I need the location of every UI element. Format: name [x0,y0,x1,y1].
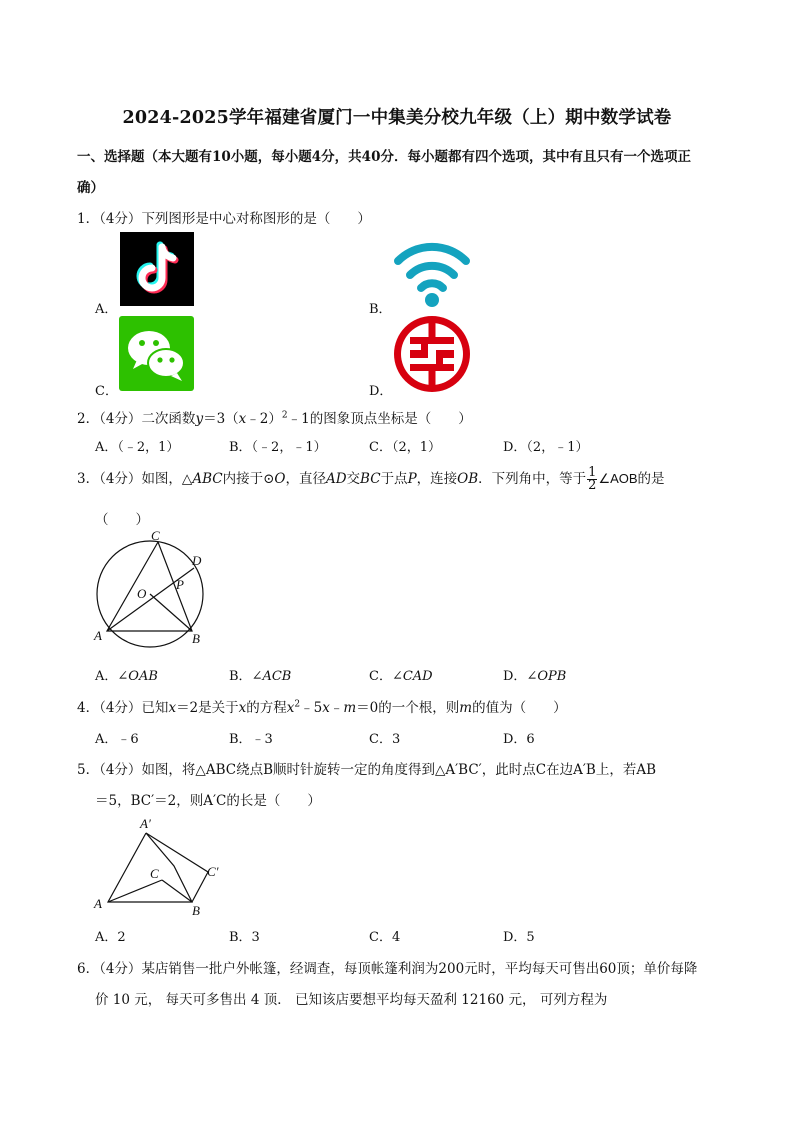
option-angle: ∠OAB [117,669,158,684]
question-number: 1．（4分） [77,211,142,227]
option-label: A． [95,669,118,684]
question-6 [77,957,697,977]
var-m: m [459,700,473,716]
var-m: m [343,700,357,716]
label-c-prime: C′ [207,864,219,879]
var-x: x [238,700,247,716]
question-text: 的方程 [246,700,287,716]
question-number: 5．（4分） [77,762,142,778]
question-3 [77,467,665,492]
var-p: P [407,471,417,487]
var-x: x [168,700,177,716]
question-number: 4．（4分） [77,700,142,716]
question-text: 的值为（ ） [472,700,567,716]
circle-figure [88,528,218,648]
question-text: ，连接 [416,471,458,487]
option-a: A．﹣6 [95,732,139,747]
question-text: 内接于⊙ [222,471,275,487]
question-text: 二次函数 [141,411,196,427]
option-label: B． [229,669,252,684]
label-c: C [150,866,159,881]
option-c: C．4 [369,930,401,945]
angle-aob: ∠AOB [598,471,638,486]
option-label: A． [95,302,118,317]
icbc-logo-icon [393,315,471,393]
var-o: O [274,471,286,487]
question-5 [77,758,656,778]
question-1 [77,207,371,227]
label-c: C [151,528,160,543]
option-a [95,665,158,684]
label-a: A [94,896,102,911]
option-angle: ∠CAD [391,669,433,684]
section-header: 一、选择题（本大题有10小题，每小题4分，共40分．每小题都有四个选项，其中有且只有一个选项正 [77,149,691,165]
var-bc: BC [360,471,381,487]
wifi-icon [392,235,472,309]
page-title: 2024-2025学年福建省厦门一中集美分校九年级（上）期中数学试卷 [122,108,672,128]
label-b: B [192,903,200,918]
question-text: 下列图形是中心对称图形的是（ ） [141,211,371,227]
option-a: A．（﹣2，1） [95,440,180,455]
var-ad: AD [325,471,347,487]
var-x: x [238,411,247,427]
option-label: C． [95,384,118,399]
question-text: 交 [346,471,361,487]
option-label: D． [503,669,527,684]
option-angle: ∠ACB [251,669,292,684]
option-a: A．2 [95,930,126,945]
var-abc: ABC [192,471,223,487]
question-5-cont: ＝5，BC′＝2，则A′C的长是（ ） [95,793,321,809]
option-c: C．（2，1） [369,440,441,455]
question-text: ＝2是关于 [176,700,239,716]
tiktok-logo-icon [120,232,194,306]
option-label: B． [369,302,392,317]
var-x: x [286,700,295,716]
question-text: 已知 [141,700,169,716]
question-6-cont: 价 10 元， 每天可多售出 4 顶． 已知该店要想平均每天盈利 12160 元， 可列方程为 [95,992,608,1008]
question-2 [77,407,472,427]
question-text: ﹣1的图象顶点坐标是（ ） [287,411,472,427]
question-number: 6．（4分） [77,961,142,977]
label-d: D [192,553,202,568]
rotation-figure [88,814,238,918]
label-o: O [137,586,147,601]
option-d: D．6 [503,732,535,747]
question-text: 如图，将△ABC绕点B顺时针旋转一定的角度得到△A′BC′，此时点C在边A′B上，若AB [141,762,656,778]
question-text: 某店销售一批户外帐篷，经调查，每顶帐篷利润为200元时，平均每天可售出60顶；单价每降 [141,961,698,977]
option-label: C． [369,669,392,684]
section-header-cont: 确） [77,180,104,196]
question-text: ＝3（ [203,411,239,427]
option-b: B．3 [229,930,260,945]
question-text: 如图，△ [141,471,193,487]
fraction-denominator: 2 [588,478,597,493]
option-b: B．﹣3 [229,732,273,747]
question-number: 3．（4分） [77,471,142,487]
question-text: ﹣2） [246,411,282,427]
question-text: ﹣ [329,700,344,716]
question-text: 的是 [637,471,665,487]
question-text: 于点 [380,471,408,487]
option-label: D． [369,384,393,399]
label-a-prime: A′ [140,816,151,831]
question-4 [77,696,567,716]
fraction [587,467,597,492]
label-p: P [176,577,184,592]
fraction-numerator: 1 [588,465,597,480]
option-c: C．3 [369,732,401,747]
option-d [503,665,566,684]
question-number: 2．（4分） [77,411,142,427]
label-a: A [94,628,102,643]
exponent: 2 [294,699,301,710]
exponent: 2 [281,410,288,421]
wechat-logo-icon [119,316,194,391]
question-text: ，直径 [285,471,326,487]
var-ob: OB [457,471,479,487]
question-3-blank: （ ） [95,512,149,528]
var-x: x [322,700,330,716]
question-text: ﹣5 [300,700,323,716]
question-text: ．下列角中，等于 [478,471,587,487]
var-y: y [195,411,204,427]
option-d: D．（2，﹣1） [503,440,589,455]
label-b: B [192,631,200,646]
option-b [229,665,291,684]
option-angle: ∠OPB [526,669,567,684]
question-text: ＝0的一个根，则 [356,700,460,716]
option-c [369,665,433,684]
option-d: D．5 [503,930,535,945]
option-b: B．（﹣2，﹣1） [229,440,327,455]
